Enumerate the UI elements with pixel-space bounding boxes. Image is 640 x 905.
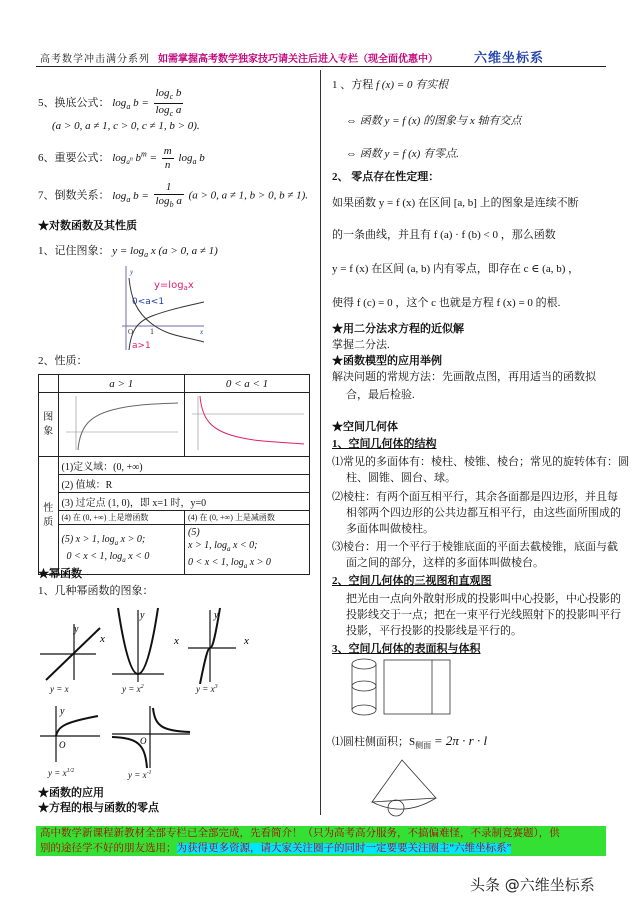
cone-net-diagram — [356, 754, 446, 820]
banner-highlight: 为获得更多资源，请大家关注圈子的同时一定要要关注圈主“六维坐标系” — [176, 843, 512, 854]
log-graph — [112, 264, 208, 354]
svg-text:O: O — [59, 740, 66, 750]
svg-text:y: y — [60, 706, 65, 717]
svg-text:x: x — [100, 633, 105, 645]
column-divider — [320, 70, 321, 815]
model-text-1: 解决问题的常规方法：先画散点图，再用适当的函数拟 — [332, 371, 596, 383]
banner-line-1: 高中数学新课程新教材全部专栏已全部完成，先看简介！（只为高考高分服务，不搞偏难怪，不录制竞赛题），供 — [40, 828, 560, 839]
item7: 7、倒数关系： $\log_a b$ = $\frac{1}{\log_b a}$ (a > 0, a ≠ 1, b > 0, b ≠ 1). — [38, 181, 309, 210]
table-graph-lt1 — [185, 393, 310, 457]
table-graph-gt1 — [58, 393, 184, 457]
item5-condition: (a > 0, a ≠ 1, c > 0, c ≠ 1, b > 0). — [52, 120, 200, 132]
graph-decreasing — [188, 394, 306, 452]
svg-text:O: O — [140, 736, 147, 746]
power-label-sqrt: $y = x^{1/2}$ — [48, 768, 75, 778]
power-graphs-label: 1、几种幂函数的图象： — [38, 585, 154, 597]
header-rule — [36, 66, 606, 67]
prop-range: (2) 值域：R — [58, 475, 309, 493]
props-label: 2、性质： — [38, 355, 88, 367]
equation-root: 1 、方程 f (x) = 0 有实根 — [332, 79, 449, 91]
svg-text:x: x — [244, 635, 249, 647]
curve-decreasing — [200, 396, 304, 444]
zero-theorem-title: 2、 零点存在性定理： — [332, 171, 440, 183]
structure-a1: ⑴常见的多面体有：棱柱、棱锥、棱台；常见的旋转体有：圆 — [332, 456, 629, 468]
item5: 5、换底公式： $\log_a b$ = $\frac{\log_c b}{\log_c a}$ — [38, 87, 182, 119]
graph-increasing — [62, 394, 180, 452]
item7-condition: (a > 0, a ≠ 1, b > 0, b ≠ 1). — [188, 189, 309, 202]
memorize-condition: x (a > 0, a ≠ 1) — [150, 245, 218, 257]
item6: 6、重要公式： $\log_{a^n} b^m$ = $\frac{m}{n}$ $\log_a b$ — [38, 145, 205, 171]
svg-text:y: y — [74, 624, 79, 635]
curve-increasing — [78, 403, 178, 450]
log-graph-y-label: y — [130, 268, 134, 276]
structure-a2: 柱、圆锥、圆台、球。 — [346, 472, 456, 484]
solid-section-title: ★空间几何体 — [332, 421, 398, 433]
structure-title: 1、空间几何体的结构 — [332, 438, 437, 450]
table-row-props-label: 性质 — [39, 457, 59, 575]
promo-banner[interactable] — [36, 826, 606, 856]
structure-b2: 相邻两个四边形的公共边都互相平行，由这些面所围成的 — [346, 507, 621, 519]
log-graph-x-label: x — [200, 328, 204, 336]
log-graph-gt1-label: a>1 — [132, 341, 151, 351]
power-graph-inv — [110, 704, 196, 770]
prop-sign-lt1: (5) x > 1, $\log_a x < 0$; 0 < x < 1, $\log_a x > 0$ — [185, 525, 310, 575]
brand-name: 六维坐标系 — [474, 51, 545, 66]
power-graph-x1 — [40, 620, 110, 682]
series-title: 高考数学冲击满分系列 — [40, 54, 150, 65]
item5-label: 5、换底公式： — [38, 97, 110, 110]
table-row-image-label: 图象 — [39, 393, 59, 457]
cylinder-net-diagram — [344, 656, 454, 718]
svg-text:y: y — [140, 610, 145, 621]
log-properties-table — [38, 374, 310, 575]
watermark: 头条 @六维坐标系 — [470, 876, 595, 894]
svg-text:y: y — [214, 610, 219, 621]
theorem-line-1: 如果函数 y = f (x) 在区间 [a, b] 上的图象是连续不断 — [332, 197, 579, 209]
prop-decreasing: (4) 在 (0, +∞) 上是减函数 — [185, 511, 310, 525]
banner-line-2: 别的途径学不好的朋友选用；为获得更多资源，请大家关注圈子的同时一定要要关注圈主“六维坐标系” — [40, 843, 512, 854]
svg-text:x: x — [174, 635, 179, 647]
structure-b1: ⑵棱柱：有两个面互相平行，其余各面都是四边形，并且每 — [332, 491, 618, 503]
views-title: 2、空间几何体的三视图和直观图 — [332, 575, 492, 587]
structure-c2: 面之间的部分，这样的多面体叫做棱台。 — [346, 557, 544, 569]
power-graph-x3 — [186, 604, 258, 684]
prop-sign-gt1: (5) x > 1, $\log_a x > 0$; 0 < x < 1, $\log_a x < 0$ — [58, 525, 184, 575]
views-line-2: 投影线交于一点；把在一束平行光线照射下的投影叫平行 — [346, 609, 621, 621]
bisection-title: ★用二分法求方程的近似解 — [332, 323, 464, 335]
structure-c1: ⑶棱台：用一个平行于棱锥底面的平面去截棱锥，底面与截 — [332, 541, 618, 553]
log-graph-lt1-label: 0<a<1 — [132, 297, 165, 307]
theorem-line-2: 的一条曲线，并且有 f (a) · f (b) < 0 ，那么函数 — [332, 229, 556, 241]
theorem-line-4: 使得 f (c) = 0 ，这个 c 也就是方程 f (x) = 0 的根. — [332, 297, 561, 309]
model-text-2: 合，最后检验. — [346, 389, 415, 401]
equiv-graph: ⇔ 函数 y = f (x) 的图象与 x 轴有交点 — [346, 115, 522, 127]
views-line-3: 投影，平行投影的投影线是平行的。 — [346, 625, 522, 637]
log-graph-origin: O — [128, 328, 134, 336]
power-label-inv: $y = x^{-1}$ — [128, 770, 152, 780]
structure-b3: 多面体叫做棱柱。 — [346, 523, 434, 535]
model-title: ★函数模型的应用举例 — [332, 355, 442, 367]
memorize-label: 1、记住图象： — [38, 245, 110, 257]
memorize-formula: y = log — [112, 245, 145, 257]
equiv-zero: ⇔ 函数 y = f (x) 有零点. — [346, 148, 459, 160]
roots-title: ★方程的根与函数的零点 — [38, 802, 159, 814]
power-label-x3: $y = x^3$ — [196, 684, 218, 694]
func-app-title: ★函数的应用 — [38, 787, 104, 799]
promo-link[interactable]: 如需掌握高考数学独家技巧请关注后进入专栏（现全面优惠中） — [158, 54, 438, 65]
theorem-line-3: y = f (x) 在区间 (a, b) 内有零点，即存在 c ∈ (a, b) ， — [332, 263, 580, 275]
power-graph-x2 — [112, 604, 184, 684]
prop-domain: (1)定义域：(0, +∞) — [58, 457, 309, 475]
table-head-lt1: 0 < a < 1 — [185, 375, 310, 393]
log-graph-func-label: $y=\log_ax$ — [154, 280, 194, 292]
log-section-title: ★对数函数及其性质 — [38, 220, 137, 232]
log-graph-one: 1 — [150, 327, 154, 336]
table-head-gt1: a > 1 — [58, 375, 184, 393]
prop-increasing: (4) 在 (0, +∞) 上是增函数 — [58, 511, 184, 525]
power-label-x1: y = x — [50, 684, 69, 694]
power-graph-sqrt — [40, 704, 106, 764]
memorize-line: 1、记住图象： $y = \log_a x$ (a > 0, a ≠ 1) — [38, 245, 218, 260]
item7-label: 7、倒数关系： — [38, 189, 110, 202]
power-section-title: ★幂函数 — [38, 568, 82, 580]
power-label-x2: $y = x^2$ — [122, 684, 144, 694]
prop-fixed-point: (3) 过定点 (1, 0)，即 x=1 时，y=0 — [58, 493, 309, 511]
surface-title: 3、空间几何体的表面积与体积 — [332, 643, 481, 655]
table-corner — [39, 375, 59, 393]
cylinder-area: ⑴圆柱侧面积；$S_{侧面} = 2\pi \cdot r \cdot l$ — [332, 733, 488, 751]
item6-label: 6、重要公式： — [38, 152, 110, 165]
bisection-text: 掌握二分法. — [332, 339, 390, 351]
views-line-1: 把光由一点向外散射形成的投影叫中心投影，中心投影的 — [346, 593, 621, 605]
